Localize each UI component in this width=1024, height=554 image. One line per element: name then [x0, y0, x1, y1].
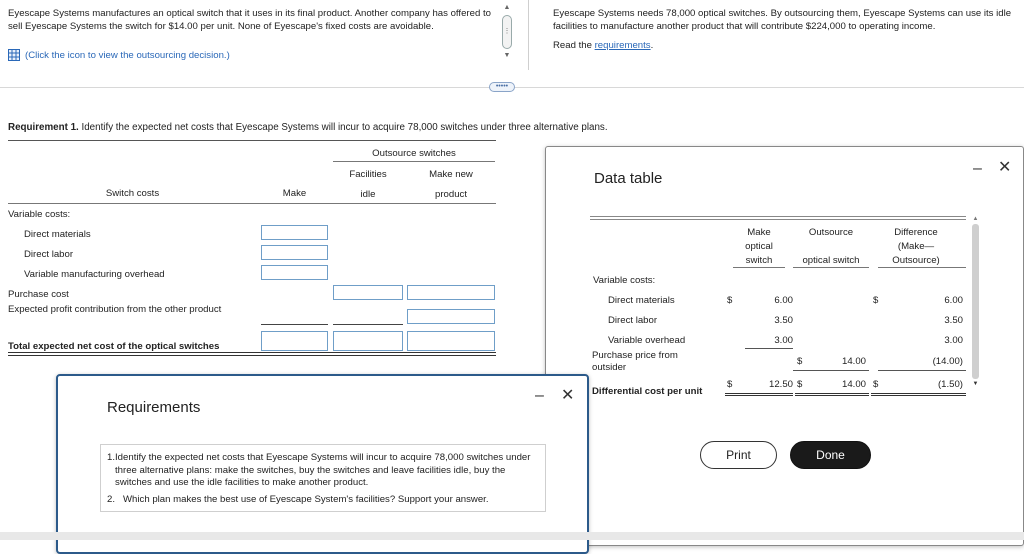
dt-diff-value: 3.50 — [944, 315, 963, 326]
data-table-minimize-icon[interactable]: – — [973, 160, 982, 177]
requirement-text: Which plan makes the best use of Eyescape System's facilities? Support your answer. — [123, 493, 489, 505]
new-product-total-input[interactable] — [407, 331, 495, 351]
scroll-up-icon[interactable]: ▲ — [503, 4, 511, 11]
read-requirements-line — [553, 39, 1019, 52]
new-product-purchase-cost-input[interactable] — [407, 285, 495, 300]
requirement-1-prompt — [8, 122, 608, 133]
header-bottom-rule — [8, 203, 496, 204]
dt-make-symbol: $ — [727, 379, 733, 390]
dt-make-header-rule — [733, 267, 785, 268]
dt-row-label: Direct materials — [608, 295, 675, 306]
dt-make-value: 12.50 — [768, 379, 793, 390]
make-total-input[interactable] — [261, 331, 328, 351]
dt-scroll-down-icon[interactable]: ▼ — [972, 381, 979, 387]
dt-diff-symbol: $ — [873, 379, 879, 390]
col-new-product-header-2: product — [435, 189, 467, 200]
dt-row-label: Variable overhead — [608, 335, 686, 346]
context-paragraph: Eyescape Systems needs 78,000 optical switches. By outsourcing them, Eyescape Systems can use its idle facilities to manufacture another product that will contribute $224,000 to operating income. — [553, 8, 1012, 32]
row-purchase-cost: Purchase cost — [8, 289, 69, 300]
problem-intro-text: Eyescape Systems manufactures an optical switch that it uses in its final product. Another company has offered to sell Eyescape Systems the switch for $14.00 per unit. None of Eyescape's fixed costs are avoidable. — [8, 8, 491, 32]
read-prefix: Read the — [553, 40, 595, 51]
dt-row-label: Purchase price from outsider — [592, 350, 678, 373]
requirement-number: 2. — [107, 493, 116, 505]
dt-diff-value: 3.00 — [944, 335, 963, 346]
dt-scroll-thumb[interactable] — [972, 224, 979, 379]
dt-make-symbol: $ — [727, 295, 733, 306]
data-table-dialog — [545, 146, 1024, 546]
dt-header-outsource-2: optical switch — [802, 255, 860, 266]
scroll-thumb[interactable]: ⋮ — [502, 15, 512, 49]
dt-make-total-rule — [725, 393, 793, 396]
dt-header-make-3: switch — [745, 255, 773, 266]
total-double-rule — [8, 352, 496, 356]
dt-diff-symbol: $ — [873, 295, 879, 306]
make-variable-overhead-input[interactable] — [261, 265, 328, 280]
facilities-profit-rule — [333, 324, 403, 325]
requirement-text: Identify the expected net costs that Eyescape Systems will incur to acquire 78,000 switches under three alternative plans: make the switches, buy the switches and leave facilities idle, buy the switches and use the idle facilities to make another product. — [115, 452, 531, 488]
dt-diff-value: (14.00) — [932, 356, 963, 367]
dt-header-make — [733, 226, 785, 268]
intro-divider — [528, 0, 529, 70]
requirements-close-icon[interactable]: ✕ — [561, 387, 575, 404]
col-new-product-header-1: Make new — [429, 169, 473, 180]
facilities-idle-purchase-cost-input[interactable] — [333, 285, 403, 300]
requirement-item — [107, 493, 537, 507]
print-button[interactable]: Print — [700, 441, 777, 469]
dt-outsource-header-rule — [793, 267, 869, 268]
col-facilities-header-1: Facilities — [349, 169, 387, 180]
worksheet-top-rule — [8, 140, 496, 141]
new-product-expected-profit-input[interactable] — [407, 309, 495, 324]
dt-diff-header-rule — [878, 267, 966, 268]
dt-header-diff-1: Difference — [894, 227, 938, 238]
col-make-header: Make — [282, 188, 307, 199]
table-icon[interactable] — [8, 49, 20, 61]
requirement-number: 1. — [107, 452, 116, 463]
dt-header-difference — [878, 226, 954, 268]
make-direct-materials-input[interactable] — [261, 225, 328, 240]
dt-header-diff-3: Outsource) — [892, 255, 940, 266]
dt-outsource-symbol: $ — [797, 356, 803, 367]
row-direct-materials: Direct materials — [24, 229, 91, 240]
intro-scrollbar[interactable] — [500, 3, 514, 71]
col-facilities-header-2: idle — [360, 189, 376, 200]
col-switch-costs-header: Switch costs — [105, 188, 160, 199]
dt-make-value: 6.00 — [774, 295, 793, 306]
dt-header-make-1: Make — [747, 227, 771, 238]
make-profit-rule — [261, 324, 328, 325]
requirements-minimize-icon[interactable]: – — [535, 387, 544, 404]
requirement-1-text: Identify the expected net costs that Eyescape Systems will incur to acquire 78,000 switches under three alternative plans. — [78, 122, 608, 133]
dt-header-outsource-1: Outsource — [808, 227, 854, 238]
dt-diff-value: (1.50) — [937, 379, 963, 390]
dt-row-label: Differential cost per unit — [592, 386, 703, 397]
group-header-rule — [333, 161, 495, 162]
dt-outsource-symbol: $ — [797, 379, 803, 390]
dt-outsource-subtotal-rule — [793, 370, 869, 371]
requirement-item — [107, 452, 537, 490]
row-total-net-cost: Total expected net cost of the optical switches — [8, 341, 220, 352]
requirements-link[interactable]: requirements — [594, 40, 651, 51]
scroll-down-icon[interactable]: ▼ — [503, 52, 511, 59]
data-table-top-rule — [590, 216, 966, 217]
outsourcing-decision-link[interactable] — [8, 49, 230, 61]
row-expected-profit: Expected profit contribution from the other product — [8, 304, 222, 315]
read-suffix: . — [650, 40, 654, 51]
row-direct-labor: Direct labor — [24, 249, 74, 260]
outsourcing-decision-link-label[interactable]: (Click the icon to view the outsourcing decision.) — [25, 49, 230, 61]
make-direct-labor-input[interactable] — [261, 245, 328, 260]
row-variable-costs: Variable costs: — [8, 209, 71, 220]
dt-row-label: Variable costs: — [593, 275, 656, 286]
dt-make-value: 3.00 — [774, 335, 793, 346]
dt-header-make-2: optical — [745, 241, 773, 252]
dt-diff-value: 6.00 — [944, 295, 963, 306]
requirements-list-box — [100, 444, 546, 512]
dt-outsource-total-rule — [795, 393, 869, 396]
bottom-scroll-area — [0, 532, 1024, 540]
data-table-close-icon[interactable]: ✕ — [998, 159, 1012, 176]
dt-diff-total-rule — [871, 393, 966, 396]
requirements-list — [101, 452, 545, 506]
dt-row-label: Direct labor — [608, 315, 658, 326]
data-table-top-rule-2 — [590, 219, 966, 220]
outsource-group-header: Outsource switches — [372, 148, 456, 159]
requirement-1-label: Requirement 1. — [8, 122, 79, 133]
done-button[interactable]: Done — [790, 441, 871, 469]
problem-context-text — [553, 7, 1019, 52]
row-variable-mfg-overhead: Variable manufacturing overhead — [24, 269, 165, 280]
data-table-scrollbar[interactable] — [970, 216, 981, 401]
dt-header-diff-2: (Make— — [897, 241, 935, 252]
dt-diff-subtotal-rule — [878, 370, 966, 371]
dt-make-value: 3.50 — [774, 315, 793, 326]
dt-header-outsource — [793, 226, 869, 268]
requirements-title: Requirements — [107, 399, 201, 416]
dt-outsource-value: 14.00 — [841, 379, 866, 390]
dt-scroll-up-icon[interactable]: ▲ — [972, 216, 979, 222]
dt-outsource-value: 14.00 — [841, 356, 866, 367]
expand-collapse-button[interactable]: ••••• — [489, 82, 515, 92]
facilities-idle-total-input[interactable] — [333, 331, 403, 351]
dt-make-subtotal-rule — [745, 348, 793, 349]
data-table-title: Data table — [594, 170, 663, 187]
